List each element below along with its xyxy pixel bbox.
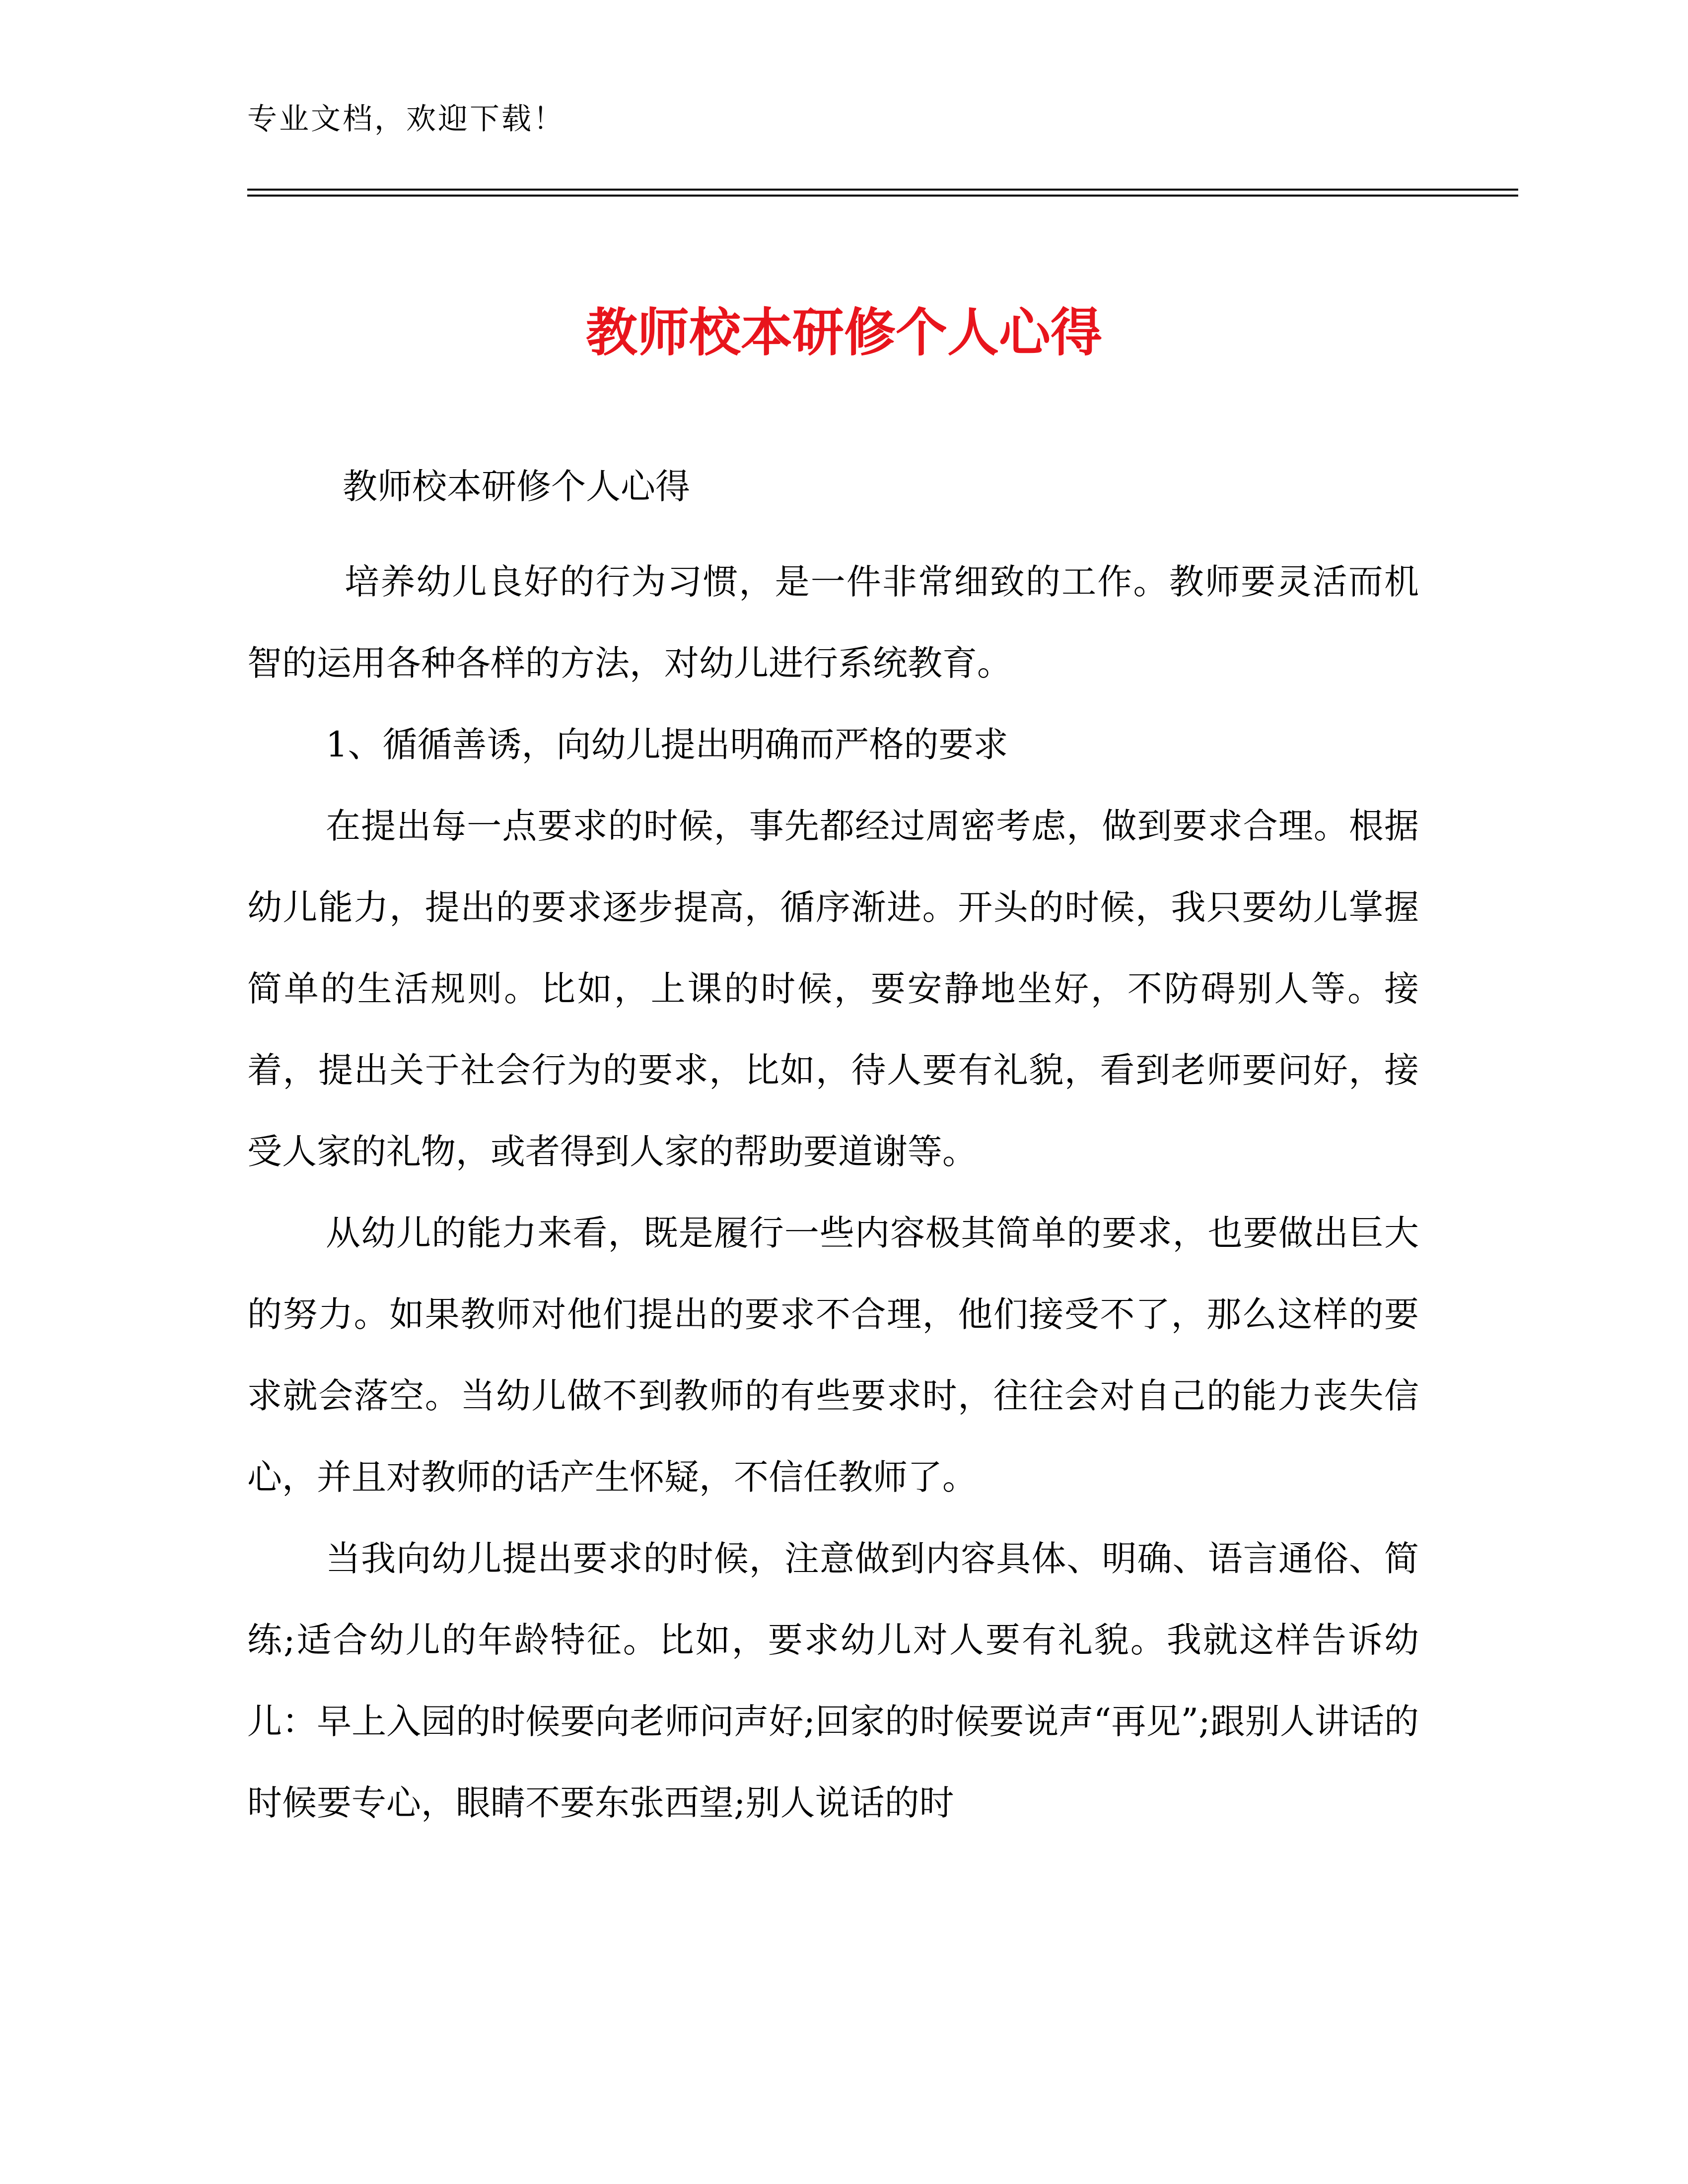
body-paragraph: 培养幼儿良好的行为习惯，是一件非常细致的工作。教师要灵活而机智的运用各种各样的方法，对幼儿进行系统教育。 — [247, 561, 1419, 683]
body-paragraph: 从幼儿的能力来看，既是履行一些内容极其简单的要求，也要做出巨大的努力。如果教师对他们提出的要求不合理，他们接受不了，那么这样的要求就会落空。当幼儿做不到教师的有些要求时，往往会对自己的能力丧失信心，并且对教师的话产生怀疑，不信任教师了。 — [247, 1213, 1419, 1498]
body-paragraph: 当我向幼儿提出要求的时候，注意做到内容具体、明确、语言通俗、简练;适合幼儿的年龄特征。比如，要求幼儿对人要有礼貌。我就这样告诉幼儿：早上入园的时候要向老师问声好;回家的时候要说声“再见”;跟别人讲话的时候要专心，眼睛不要东张西望;别人说话的时 — [247, 1538, 1419, 1823]
document-subtitle: 教师校本研修个人心得 — [343, 466, 690, 507]
document-title: 教师校本研修个人心得 — [585, 302, 1102, 363]
header-divider-bottom — [247, 195, 1518, 197]
body-paragraph: 在提出每一点要求的时候，事先都经过周密考虑，做到要求合理。根据幼儿能力，提出的要求逐步提高，循序渐进。开头的时候，我只要幼儿掌握简单的生活规则。比如，上课的时候，要安静地坐好，不防碍别人等。接着，提出关于社会行为的要求，比如，待人要有礼貌，看到老师要问好，接受人家的礼物，或者得到人家的帮助要道谢等。 — [247, 806, 1419, 1172]
header-divider-top — [247, 189, 1518, 191]
section-heading: 1、循循善诱，向幼儿提出明确而严格的要求 — [326, 724, 1008, 765]
page-header-text: 专业文档，欢迎下载！ — [247, 102, 565, 136]
document-body — [247, 541, 1419, 1843]
